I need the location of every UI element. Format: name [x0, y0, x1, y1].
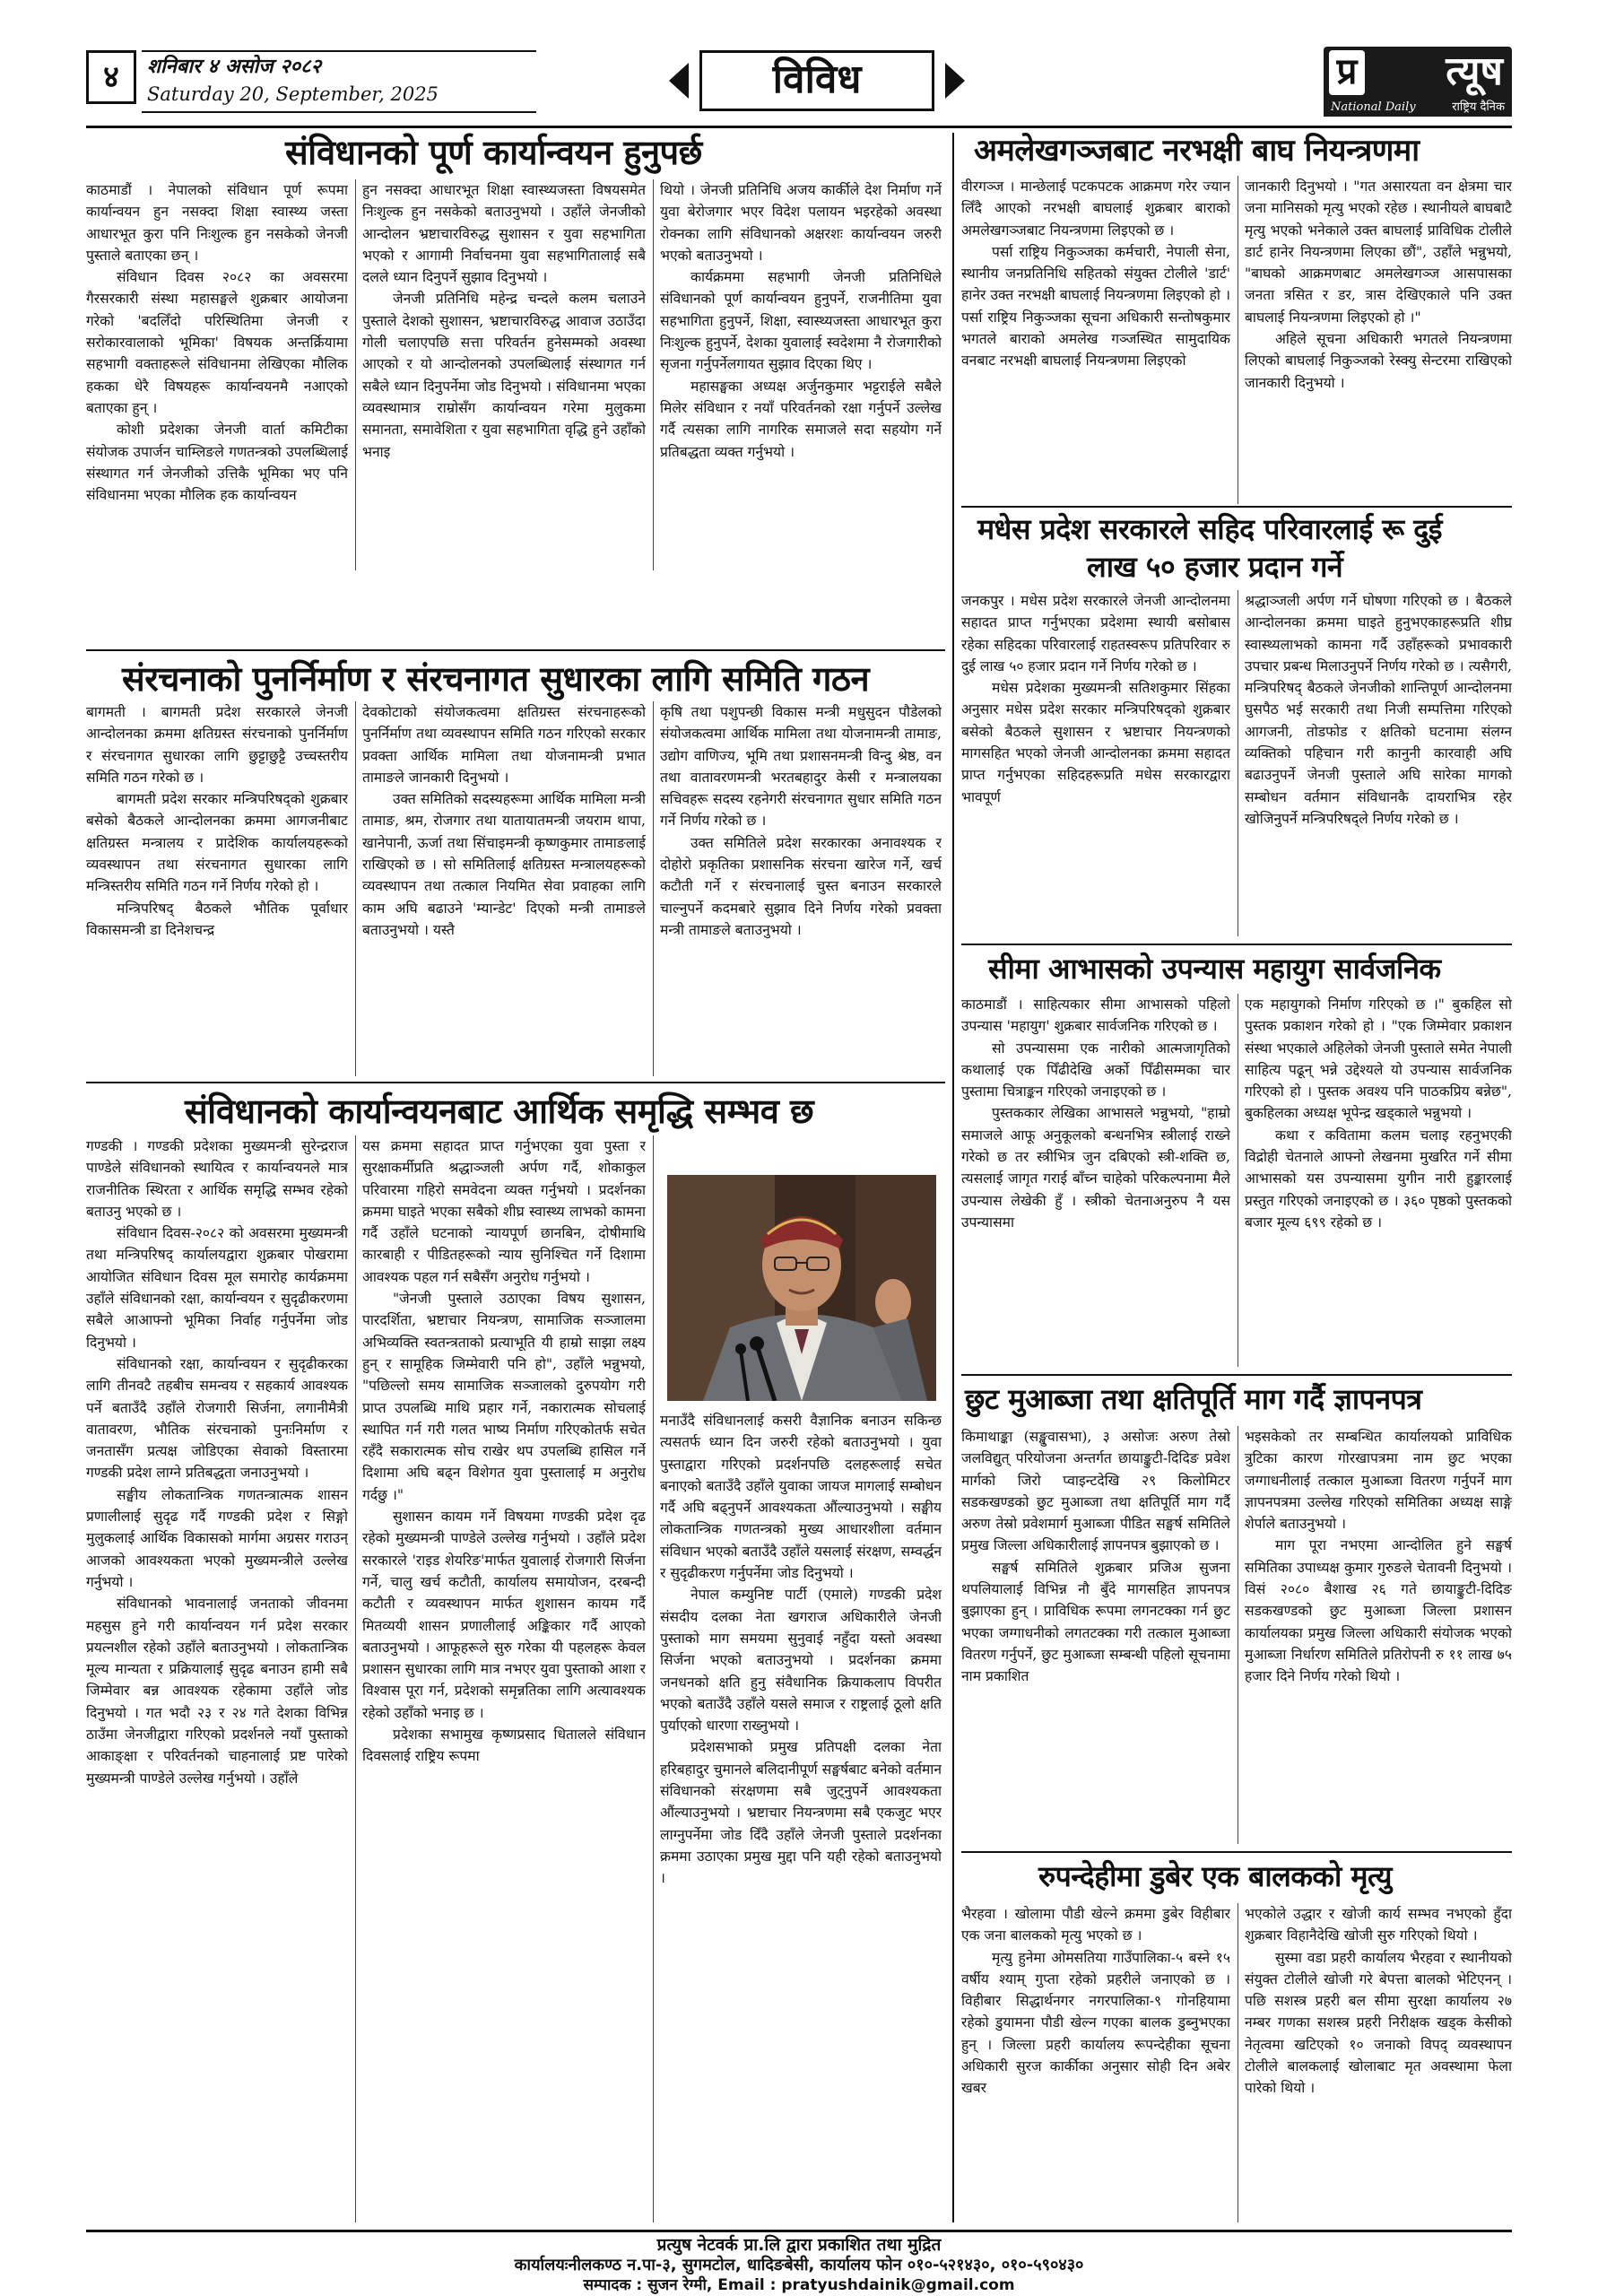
- paragraph: सुस्मा वडा प्रहरी कार्यालय भैरहवा र स्थानीयको संयुक्त टोलीले खोजी गरे बेपत्ता बालको भेटिएनन् । पछि सशस्त्र प्रहरी बल सीमा सुरक्षा कार्यालय २७ नम्बर गणका सशस्त्र प्रहरी निरीक्षक खड्क केसीको नेतृत्वमा खटिएको १० जनाको विपद् व्यवस्थापन टोलीले बालकलाई खोलाबाट मृत अवस्थामा फेला पारेको थियो ।: [1245, 1949, 1512, 2097]
- paragraph: मन्त्रिपरिषद् बैठकले भौतिक पूर्वाधार विकासमन्त्री डा दिनेशचन्द्र: [86, 900, 348, 938]
- issue-date: [142, 50, 536, 113]
- paragraph: अहिले सूचना अधिकारी भगतले नियन्त्रणमा लिएको बाघलाई निकुञ्जको रेस्क्यु सेन्टरमा राखिएको जानकारी दिनुभयो ।: [1245, 331, 1512, 391]
- a3-column-1: [86, 1135, 348, 2224]
- logo-tag-en: National Daily: [1331, 100, 1416, 114]
- a1-column-3: [660, 179, 942, 574]
- headline-b1: अमलेखगञ्जबाट नरभक्षी बाघ नियन्त्रणमा: [974, 133, 1420, 169]
- paragraph: भइसकेको तर सम्बन्धित कार्यालयको प्राविधिक त्रुटिका कारण गोरखापत्रमा नाम छुट भएका जग्गाधनीलाई तत्काल मुआब्जा वितरण गर्नुपर्ने माग ज्ञापनपत्रमा उल्लेख गरिएको समितिका अध्यक्ष साङ्गे शेर्पाले बताउनुभयो ।: [1245, 1429, 1512, 1533]
- paragraph: उक्त समितिले प्रदेश सरकारका अनावश्यक र दोहोरो प्रकृतिका प्रशासनिक संरचना खारेज गर्ने, खर्च कटौती गर्ने र संरचनालाई चुस्त बनाउन सरकारले चाल्नुपर्ने कदमबारे सुझाव दिने निर्णय गरेको प्रवक्ता मन्त्री तामाङले बताउनुभयो ।: [660, 834, 942, 938]
- b5-column-2: [1245, 1903, 1512, 2224]
- paragraph: बागमती । बागमती प्रदेश सरकारले जेनजी आन्दोलनका क्रममा क्षतिग्रस्त संरचनाको पुनर्निर्माण र संरचनागत सुधारका लागि छुट्टाछुट्टै उच्चस्तरीय समिति गठन गरेको छ ।: [86, 704, 348, 786]
- paragraph: काठमाडौं । नेपालको संविधान पूर्ण रूपमा कार्यान्वयन हुन नसक्दा शिक्षा स्वास्थ्य जस्ता आधारभूत कुरा पनि निःशुल्क हुन नसकेको जेनजी पुस्ताले बताएका छन् ।: [86, 182, 348, 264]
- paragraph: संविधानको भावनालाई जनताको जीवनमा महसुस हुने गरी कार्यान्वयन गर्न प्रदेश सरकार प्रयत्नशील रहेको उहाँले बताउनुभयो । लोकतान्त्रिक मूल्य मान्यता र प्रक्रियालाई सुदृढ बनाउन हामी सबै जिम्मेवार बन्न आवश्यक रहेकामा उहाँले जोड दिनुभयो । गत भदौ २३ र २४ गते देशका विभिन्न ठाउँमा जेनजीद्वारा गरिएको प्रदर्शनले नयाँ पुस्ताको आकाङ्क्षा र परिवर्तनको चाहनालाई प्रष्ट पारेको मुख्यमन्त्री पाण्डेले उल्लेख गर्नुभयो । उहाँले: [86, 1596, 348, 1787]
- paragraph: प्रदेशका सभामुख कृष्णप्रसाद धितालले संविधान दिवसलाई राष्ट्रिय रूपमा: [362, 1726, 646, 1765]
- headline-a3: संविधानको कार्यान्वयनबाट आर्थिक समृद्धि सम्भव छ: [185, 1091, 814, 1131]
- paragraph: संविधान दिवस २०८२ का अवसरमा गैरसरकारी संस्था महासङ्घले शुक्रबार आयोजना गरेको 'बदलिँदो परिस्थितिमा जेनजी र सरोकारवालाको भूमिका' विषयक अन्तर्क्रियामा सहभागी वक्ताहरूले संविधानमा लेखिएका मौलिक हकका धेरै विषयहरू कार्यान्वयनमै नआएको बताएका हुन् ।: [86, 269, 348, 416]
- b2-column-1: [961, 590, 1230, 940]
- b4-column-1: [961, 1426, 1230, 1848]
- column-divider: [355, 1135, 356, 2222]
- paragraph: एक महायुगको निर्माण गरिएको छ ।" बुकहिल सो पुस्तक प्रकाशन गरेको हो । "एक जिम्मेवार प्रकाशन संस्था भएकाले अहिलेको जेनजी पुस्ताले समेत नेपाली साहित्य पढून् भन्ने उद्देश्यले यो उपन्यास सार्वजनिक गरिएको हो । पुस्तक अवश्य पनि पाठकप्रिय बन्नेछ", बुकहिलका अध्यक्ष भूपेन्द्र खड्काले भन्नुभयो ।: [1245, 996, 1512, 1122]
- block-divider: [952, 133, 954, 2222]
- b3-column-1: [961, 994, 1230, 1370]
- paragraph: मृत्यु हुनेमा ओमसतिया गाउँपालिका-५ बस्ने १५ वर्षीय श्याम् गुप्ता रहेको प्रहरीले जनाएको छ । विहीबार सिद्धार्थनगर नगरपालिका-९ गोनहियामा रहेको डुयामना पौडी खेल्न गएका बालक डुब्नुभएका हुन् । जिल्ला प्रहरी कार्यालय रूपन्देहीका सूचना अधिकारी सुरज कार्कीका अनुसार सोही दिन अबेर खबर: [961, 1949, 1230, 2097]
- headline-b2-line-1: मधेस प्रदेश सरकारले सहिद परिवारलाई रू दुई: [977, 512, 1443, 546]
- a2-column-1: [86, 701, 348, 1078]
- publisher-line: प्रत्युष नेटवर्क प्रा.लि द्वारा प्रकाशित तथा मुद्रित: [656, 2235, 942, 2255]
- paragraph: संविधान दिवस-२०८२ को अवसरमा मुख्यमन्त्री तथा मन्त्रिपरिषद् कार्यालयद्वारा शुक्रबार पोखरामा आयोजित संविधान दिवस मूल समारोह कार्यक्रममा उहाँले संविधानको रक्षा, कार्यान्वयन र सुदृढीकरणमा सबैले आआफ्नो भूमिका निर्वाह गर्नुपर्नेमा जोड दिनुभयो ।: [86, 1225, 348, 1351]
- a1-column-2: [362, 179, 646, 574]
- paragraph: जनकपुर । मधेस प्रदेश सरकारले जेनजी आन्दोलनमा सहादत प्राप्त गर्नुभएका प्रदेशमा स्थायी बसोबास रहेका सहिदका परिवारलाई राहतस्वरूप प्रतिपरिवार रु दुई लाख ५० हजार प्रदान गर्ने निर्णय गरेको छ ।: [961, 593, 1230, 674]
- paragraph: देवकोटाको संयोजकत्वमा क्षतिग्रस्त संरचनाहरूको पुनर्निर्माण तथा व्यवस्थापन समिति गठन गरिएको सरकार प्रवक्ता आर्थिक मामिला तथा योजनामन्त्री प्रभात तामाङले जानकारी दिनुभयो ।: [362, 704, 646, 786]
- paragraph: हुन नसक्दा आधारभूत शिक्षा स्वास्थ्यजस्ता विषयसमेत निःशुल्क हुन नसकेको बताउनुभयो । उहाँले जेनजीको आन्दोलन भ्रष्टाचारविरुद्ध सुशासन र युवा सहभागिता भएको र आगामी निर्वाचनमा युवा सहभागितालाई सबै दलले ध्यान दिनुपर्ने सुझाव दिनुभयो ।: [362, 182, 646, 286]
- column-divider: [355, 701, 356, 1076]
- imprint-footer: [86, 2230, 1512, 2294]
- triangle-right-icon: [945, 63, 965, 99]
- newspaper-logo: [1324, 47, 1512, 118]
- logo-text: त्यूष: [1446, 48, 1503, 94]
- office-address: कार्यालयःनीलकण्ठ न.पा-३, सुगमटोल, धादिङबेसी, कार्यालय फोन ०१०-५२१४३०, ०१०-५९०४३०: [514, 2256, 1084, 2274]
- paragraph: बागमती प्रदेश सरकार मन्त्रिपरिषद्को शुक्रबार बसेको बैठकले आन्दोलनका क्रममा आगजनीबाट क्षतिग्रस्त मन्त्रालय र प्रादेशिक कार्यालयहरूको व्यवस्थापन तथा संरचनागत सुधारका लागि मन्त्रिस्तरीय समिति गठन गर्ने निर्णय गरेको हो ।: [86, 791, 348, 895]
- a2-column-2: [362, 701, 646, 1078]
- paragraph: "जेनजी पुस्ताले उठाएका विषय सुशासन, पारदर्शिता, भ्रष्टाचार नियन्त्रण, सामाजिक सञ्जालमा अभिव्यक्ति स्वतन्त्रताको प्रत्याभूति यी हाम्रो साझा लक्ष्य हुन् र सामूहिक जिम्मेवारी पनि हो", उहाँले भन्नुभयो, "पछिल्लो समय सामाजिक सञ्जालको दुरुपयोग गरी प्राप्त उपलब्धि माथि प्रहार गर्ने, नकारात्मक सोचलाई स्थापित गर्न गरी गलत भाष्य निर्माण गरिएकोतर्फ सचेत रहँदै सकारात्मक सोच राखेर थप उपलब्धि हासिल गर्ने दिशामा अघि बढ्न विशेगत युवा पुस्तालाई म अनुरोध गर्दछु ।": [362, 1291, 646, 1503]
- headline-b5: रुपन्देहीमा डुबेर एक बालकको मृत्यु: [1038, 1859, 1392, 1893]
- triangle-left-icon: [669, 63, 689, 99]
- headline-b4: छुट मुआब्जा तथा क्षतिपूर्ति माग गर्दै ज्ञापनपत्र: [965, 1382, 1422, 1416]
- logo-tag-np: राष्ट्रिय दैनिक: [1452, 100, 1505, 114]
- b3-column-2: [1245, 994, 1512, 1370]
- date-english: Saturday 20, September, 2025: [147, 83, 439, 105]
- paragraph: कार्यक्रममा सहभागी जेनजी प्रतिनिधिले संविधानको पूर्ण कार्यान्वयन हुनुपर्ने, राजनीतिमा युवा सहभागिता हुनुपर्ने, शिक्षा, स्वास्थ्यजस्ता आधारभूत कुरा निःशुल्क हुनुपर्ने, देशका युवालाई स्वदेशमा नै रोजगारीको सृजना गर्नुपर्नेलगायत सुझाव दिएका थिए ।: [660, 269, 942, 373]
- b4-column-2: [1245, 1426, 1512, 1848]
- b2-column-2: [1245, 590, 1512, 940]
- paragraph: भैरहवा । खोलामा पौडी खेल्ने क्रममा डुबेर विहीबार एक जना बालकको मृत्यु भएको छ ।: [961, 1906, 1230, 1944]
- column-divider: [355, 179, 356, 570]
- paragraph: यस क्रममा सहादत प्राप्त गर्नुभएका युवा पुस्ता र सुरक्षाकर्मीप्रति श्रद्धाञ्जली अर्पण गर्दै, शोकाकुल परिवारमा गहिरो समवेदना व्यक्त गर्नुभयो । प्रदर्शनका क्रममा घाइते भएका सबैको शीघ्र स्वास्थ्य लाभको कामना गर्दै उहाँले घटनाको न्यायपूर्ण छानबिन, दोषीमाथि कारबाही र पीडितहरूको न्याय सुनिश्चित गर्ने दिशामा आवश्यक पहल गर्न सबैसँग अनुरोध गर्नुभयो ।: [362, 1138, 646, 1285]
- headline-b2-line-2: लाख ५० हजार प्रदान गर्ने: [1087, 550, 1343, 584]
- paragraph: वीरगञ्ज । मान्छेलाई पटकपटक आक्रमण गरेर ज्यान लिँदै आएको नरभक्षी बाघलाई शुक्रबार बाराको अमलेखगञ्जबाट नियन्त्रणमा लिइएको छ ।: [961, 178, 1230, 239]
- paragraph: माग पूरा नभएमा आन्दोलित हुने सङ्घर्ष समितिका उपाध्यक्ष कुमार गुरुङले चेतावनी दिनुभयो । विसं २०८० बैशाख २६ गते छायाङ्कुटी-दिदिङ सडकखण्डको छुट मुआब्जा जिल्ला प्रशासन कार्यालयका प्रमुख जिल्ला अधिकारी संयोजक भएको मुआब्जा निर्धारण समितिले प्रतिरोपनी रु ११ लाख ७५ हजार दिने निर्णय गरेको थियो ।: [1245, 1537, 1512, 1685]
- paragraph: कृषि तथा पशुपन्छी विकास मन्त्री मधुसुदन पौडेलको संयोजकत्वमा आर्थिक मामिला तथा योजनामन्त्री तामाङ, उद्योग वाणिज्य, भूमि तथा प्रशासनमन्त्री विन्दु श्रेष्ठ, वन तथा वातावरणमन्त्री भरतबहादुर केसी र मन्त्रालयका सचिवहरू सदस्य रहनेगरी संरचनागत सुधार समिति गठन गर्ने निर्णय गरेको छ ।: [660, 704, 942, 830]
- column-divider: [653, 701, 654, 1076]
- date-nepali: शनिबार ४ असोज २०८२: [147, 55, 322, 78]
- paragraph: पर्सा राष्ट्रिय निकुञ्जका कर्मचारी, नेपाली सेना, स्थानीय जनप्रतिनिधि सहितको संयुक्त टोलीले 'डार्ट' हानेर उक्त नरभक्षी बाघलाई नियन्त्रणमा लिइएको हो । पर्सा राष्ट्रिय निकुञ्जका सूचना अधिकारी सन्तोषकुमार भगतले बाराको अमलेख गञ्जस्थित सामुदायिक वनबाट नरभक्षी बाघलाई नियन्त्रणमा लिइएको: [961, 243, 1230, 370]
- b1-column-1: [961, 176, 1230, 508]
- paragraph: सङ्घर्ष समितिले शुक्रबार प्रजिअ सुजना थपलियालाई विभिन्न नौ बुँदे मागसहित ज्ञापनपत्र बुझाएका हुन् । प्राविधिक रूपमा लगनटक्का गर्न छुट भएका जग्गाधनीको लगतटक्का गरी तत्काल मुआब्जा वितरण गर्नुपर्ने, छुट मुआब्जा सम्बन्धी पहिलो सूचनामा नाम प्रकाशित: [961, 1559, 1230, 1685]
- column-divider: [653, 1135, 654, 2222]
- paragraph: काठमाडौं । साहित्यकार सीमा आभासको पहिलो उपन्यास 'महायुग' शुक्रबार सार्वजनिक गरिएको छ ।: [961, 996, 1230, 1035]
- paragraph: उक्त समितिको सदस्यहरूमा आर्थिक मामिला मन्त्री तामाङ, श्रम, रोजगार तथा यातायातमन्त्री जयराम थापा, खानेपानी, ऊर्जा तथा सिंचाइमन्त्री कृष्णकुमार तामाङलाई राखिएको छ । सो समितिलाई क्षतिग्रस्त मन्त्रालयहरूको व्यवस्थापन तथा तत्काल नियमित सेवा प्रवाहका लागि काम अघि बढाउने 'म्यान्डेट' दिएको मन्त्री तामाङले बताउनुभयो । यस्तै: [362, 791, 646, 938]
- logo-wordmark: [1324, 47, 1512, 99]
- a3-column-2: [362, 1135, 646, 2224]
- a2-column-3: [660, 701, 942, 1078]
- editor-contact: सम्पादक : सुजन रेग्मी, Email : pratyushdainik@gmail.com: [583, 2276, 1015, 2294]
- paragraph: संविधानको रक्षा, कार्यान्वयन र सुदृढीकरका लागि तीनवटै तहबीच समन्वय र सहकार्य आवश्यक पर्ने बताउँदै उहाँले रोजगारी सिर्जना, लगानीमैत्री वातावरण, भौतिक संरचनाको पुनःनिर्माण र जनतासँग प्रत्यक्ष जोडिएका सेवाको विस्तारमा गण्डकी प्रदेश लाग्ने प्रतिबद्धता जनाउनुभयो ।: [86, 1355, 348, 1482]
- paragraph: नेपाल कम्युनिष्ट पार्टी (एमाले) गण्डकी प्रदेश संसदीय दलका नेता खगराज अधिकारीले जेनजी पुस्ताको माग समयमा सुनुवाई नहुँदा यस्तो अवस्था सिर्जना भएको बताउनुभयो । प्रदर्शनका क्रममा जनधनको क्षति हुनु संवैधानिक क्रियाकलाप विपरीत भएको बताउँदै उहाँले यसले समाज र राष्ट्रलाई ठूलो क्षति पुर्याएको धारणा राख्नुभयो ।: [660, 1587, 942, 1735]
- paragraph: भएकोले उद्धार र खोजी कार्य सम्भव नभएको हुँदा शुक्रबार विहानैदेखि खोजी सुरु गरिएको थियो ।: [1245, 1906, 1512, 1944]
- paragraph: श्रद्धाञ्जली अर्पण गर्ने घोषणा गरिएको छ । बैठकले आन्दोलनका क्रममा घाइते हुनुभएकाहरूप्रति शीघ्र स्वास्थ्यलाभको कामना गर्दै उहाँहरूको प्रभावकारी उपचार प्रबन्ध मिलाउनुपर्ने निर्णय गरेको छ । त्यसैगरी, मन्त्रिपरिषद् बैठकले जेनजीको शान्तिपूर्ण आन्दोलनमा घुसपैठ भई सरकारी तथा निजी सम्पत्तिमा गरिएको आगजनी, तोडफोड र क्षतिको घटनामा संलग्न व्यक्तिको पहिचान गरी कानुनी कारवाही अघि बढाउनुपर्ने जेनजी पुस्ताले अघि सारेका मागको सम्बोधन वर्तमान संविधानकै दायराभित्र रहेर खोजिनुपर्ने मन्त्रिपरिषद्ले निर्णय गरेको छ ।: [1245, 593, 1512, 827]
- article-divider: [961, 944, 1512, 945]
- paragraph: प्रदेशसभाको प्रमुख प्रतिपक्षी दलका नेता हरिबहादुर चुमानले बलिदानीपूर्ण सङ्घर्षबाट बनेको वर्तमान संविधानको संरक्षणमा सबै जुट्नुपर्ने आवश्यकता औंल्याउनुभयो । भ्रष्टाचार नियन्त्रणमा सबै एकजुट भएर लाग्नुपर्नेमा जोड दिँदै उहाँले जेनजी पुस्ताले प्रदर्शनका क्रममा उठाएका प्रमुख मुद्दा पनि यही रहेको बताउनुभयो ।: [660, 1739, 942, 1887]
- paragraph: पुस्तककार लेखिका आभासले भन्नुभयो, "हाम्रो समाजले आफू अनुकूलको बन्धनभित्र स्त्रीलाई राख्ने गरेको छ तर स्त्रीभित्र जुन दबिएको स्त्री-शक्ति छ, त्यसलाई जागृत गराई बाँच्न चाहेको परिकल्पनामा मैले उपन्यास लेखेकी हुँ । स्त्रीको चेतनाअनुरुप नै यस उपन्यासमा: [961, 1105, 1230, 1231]
- paragraph: सङ्घीय लोकतान्त्रिक गणतन्त्रात्मक शासन प्रणालीलाई सुदृढ गर्दै गण्डकी प्रदेश र सिङ्गो मुलुकलाई आर्थिक विकासको मार्गमा अग्रसर गराउन् आजको आवश्यकता भएको मुख्यमन्त्रीले उल्लेख गर्नुभयो ।: [86, 1486, 348, 1590]
- section-title: विविध: [699, 50, 934, 111]
- paragraph: किमाथाङ्का (सङ्खुवासभा), ३ असोजः अरुण तेस्रो जलविद्युत् परियोजना अन्तर्गत छायाङ्कुटी-दिदिङ प्रवेश मार्गको जिरो प्वाइन्टदेखि २९ किलोमिटर सडकखण्डको छुट मुआब्जा तथा क्षतिपूर्ति माग गर्दै अरुण तेस्रो प्रवेशमार्ग मुआब्जा पीडित सङ्घर्ष समितिले प्रमुख जिल्ला अधिकारीलाई ज्ञापनपत्र बुझाएको छ ।: [961, 1429, 1230, 1554]
- paragraph: जेनजी प्रतिनिधि महेन्द्र चन्दले कलम चलाउने पुस्ताले देशको सुशासन, भ्रष्टाचारविरुद्ध आवाज उठाउँदा गोली चलाएपछि सत्ता परिवर्तन हुनेसम्मको अवस्था आएको र यो आन्दोलनको उपलब्धिलाई संस्थागत गर्न सबैले ध्यान दिनुपर्नेमा जोड दिनुभयो । संविधानमा भएका व्यवस्थामात्र राम्रोसँग कार्यान्वयन गरेमा मुलुकमा समानता, समावेशिता र युवा सहभागिता वृद्धि हुने उहाँको भनाइ: [362, 291, 646, 460]
- section-label: [669, 50, 965, 111]
- paragraph: महासङ्घका अध्यक्ष अर्जुनकुमार भट्टराईले सबैले मिलेर संविधान र नयाँ परिवर्तनको रक्षा गर्नुपर्ने उल्लेख गर्दै त्यसका लागि नागरिक समाजले सदा सहयोग गर्ने प्रतिबद्धता व्यक्त गर्नुभयो ।: [660, 378, 942, 460]
- article-divider: [86, 649, 945, 651]
- paragraph: कथा र कवितामा कलम चलाइ रहनुभएकी विद्रोही चेतनाले आफ्नो लेखनमा मुखरित गर्ने सीमा आभासको यस उपन्यासमा युगीन नारी हुङ्कारलाई प्रस्तुत गरिएको जनाइएको छ । ३६० पृष्ठको पुस्तकको बजार मूल्य ६९९ रहेको छ ।: [1245, 1126, 1512, 1231]
- a1-column-1: [86, 179, 348, 574]
- speaker-photo-illustration: [667, 1175, 936, 1401]
- paragraph: कोशी प्रदेशका जेनजी वार्ता कमिटीका संयोजक उपार्जन चाम्लिङले गणतन्त्रको उपलब्धिलाई संस्थागत गर्न जेनजीको उत्तिकै भूमिका भए पनि संविधानमा भएका मौलिक हक कार्यान्वयन: [86, 422, 348, 504]
- headline-b3: सीमा आभासको उपन्यास महायुग सार्वजनिक: [988, 952, 1441, 986]
- paragraph: सो उपन्यासमा एक नारीको आत्मजागृतिको कथालाई एक पिँढीदेखि अर्को पिँढीसम्मका चार पुस्तामा चित्राङ्कन गरिएको जनाइएको छ ।: [961, 1039, 1230, 1100]
- article-divider: [86, 1082, 945, 1083]
- headline-a1: संविधानको पूर्ण कार्यान्वयन हुनुपर्छ: [285, 133, 702, 172]
- paragraph: थियो । जेनजी प्रतिनिधि अजय कार्कीले देश निर्माण गर्ने युवा बेरोजगार भएर विदेश पलायन भइरहेको अवस्था रोक्नका लागि संविधानको अक्षरशः कार्यान्वयन जरुरी भएको बताउनुभयो ।: [660, 182, 942, 264]
- logo-tagline: [1324, 99, 1512, 117]
- logo-initial: प्र: [1329, 50, 1365, 95]
- speaker-photo: [667, 1175, 936, 1401]
- article-divider: [961, 1851, 1512, 1853]
- headline-a2: संरचनाको पुनर्निर्माण र संरचनागत सुधारका लागि समिति गठन: [122, 659, 870, 699]
- a3-column-3: [660, 1410, 942, 2224]
- paragraph: जानकारी दिनुभयो । "गत असारयता वन क्षेत्रमा चार जना मानिसको मृत्यु भएको रहेछ । स्थानीयले बाघबाटै मृत्यु भएको भनेकाले उक्त बाघलाई प्राविधिक टोलीले डार्ट हानेर नियन्त्रणमा लिएका छौं", उहाँले भन्नुभयो, "बाघको आक्रमणबाट अमलेखगञ्ज आसपासका जनता त्रसित र डर, त्रास देखिएकाले पनि उक्त बाघलाई नियन्त्रणमा लिइएको हो ।": [1245, 178, 1512, 326]
- masthead: [86, 47, 1512, 118]
- b1-column-2: [1245, 176, 1512, 508]
- paragraph: मनाउँदै संविधानलाई कसरी वैज्ञानिक बनाउन सकिन्छ त्यसतर्फ ध्यान दिन जरुरी रहेको बताउनुभयो । युवा पुस्ताद्वारा गरिएको प्रदर्शनपछि दलहरूलाई सचेत बनाएको बताउँदै उहाँले युवाका जायज मागलाई सम्बोधन गर्दै अघि बढ्नुपर्ने आवश्यकता औंल्याउनुभयो । सङ्घीय लोकतान्त्रिक गणतन्त्रको मुख्य आधारशीला वर्तमान संविधान भएको बताउँदै उहाँले यसलाई संरक्षण, सम्वर्द्धन र सुदृढीकरण गर्नुपर्नेमा जोड दिनुभयो ।: [660, 1413, 942, 1582]
- paragraph: गण्डकी । गण्डकी प्रदेशका मुख्यमन्त्री सुरेन्द्रराज पाण्डेले संविधानको स्थायित्व र कार्यान्वयनले मात्र राजनीतिक स्थिरता र आर्थिक समृद्धि सम्भव रहेको बताउनु भएको छ ।: [86, 1138, 348, 1220]
- paragraph: मधेस प्रदेशका मुख्यमन्त्री सतिशकुमार सिंहका अनुसार मधेस प्रदेश सरकार मन्त्रिपरिषद्को शुक्रबार बसेको बैठकले सुशासन र भ्रष्टाचार नियन्त्रणको मागसहित भएको जेनजी आन्दोलनका क्रममा सहादत प्राप्त गर्नुभएका सहिदहरूप्रति मधेस सरकारद्वारा भावपूर्ण: [961, 680, 1230, 805]
- article-divider: [961, 1374, 1512, 1376]
- article-divider: [961, 506, 1512, 508]
- page-number: ४: [86, 50, 136, 104]
- column-divider: [653, 179, 654, 570]
- paragraph: सुशासन कायम गर्ने विषयमा गण्डकी प्रदेश दृढ रहेको मुख्यमन्त्री पाण्डेले उल्लेख गर्नुभयो । उहाँले प्रदेश सरकारले 'राइड शेयरिङ'मार्फत युवालाई रोजगारी सिर्जना गर्ने, चालु खर्च कटौती, कार्यालय समायोजन, दरबन्दी कटौती र व्यवस्थापन मार्फत शुशासन कायम गर्दै मितव्ययी शासन प्रणालीलाई अङ्किकार गर्दै आएको बताउनुभयो । आफूहरूले सुरु गरेका यी पहलहरू केवल प्रशासन सुधारका लागि मात्र नभएर युवा पुस्ताको आशा र विश्वास पूरा गर्न, प्रदेशको समृन्नतिका लागि अत्यावश्यक रहेको उहाँको भनाइ छ ।: [362, 1509, 646, 1721]
- b5-column-1: [961, 1903, 1230, 2224]
